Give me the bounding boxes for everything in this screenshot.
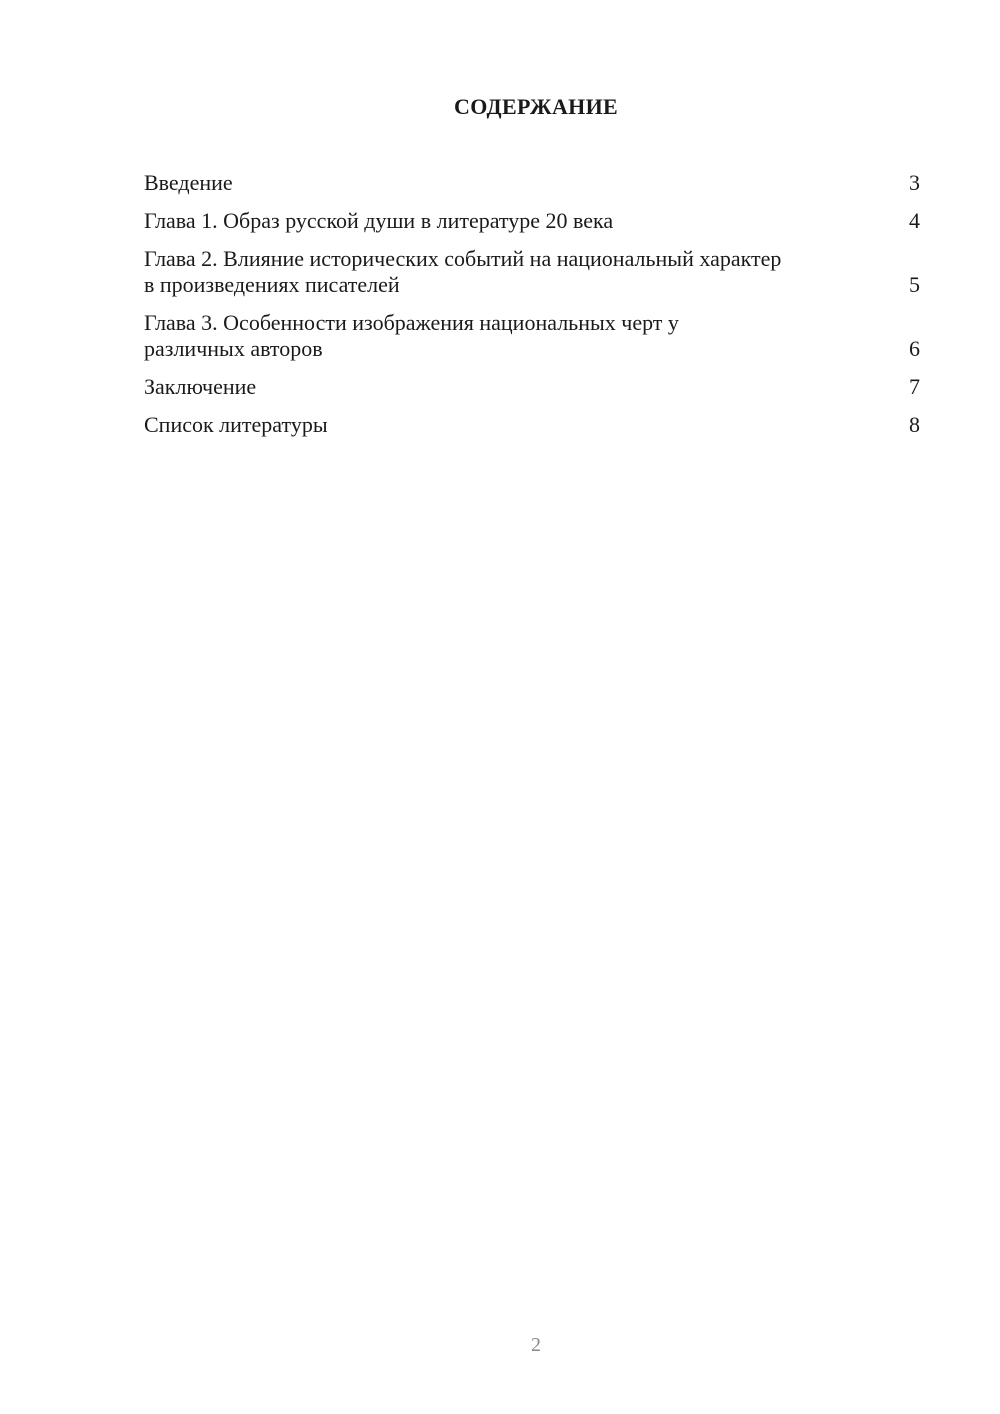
toc-entry-chapter-2 (144, 246, 920, 298)
toc-entry-introduction (144, 170, 920, 196)
toc-entry-title: Введение (144, 170, 233, 195)
table-of-contents (144, 170, 920, 450)
toc-entry-page: 7 (909, 374, 920, 399)
toc-entry-title: Заключение (144, 374, 257, 399)
toc-entry-title: Глава 3. Особенности изображения национальных черт у различных авторов (144, 310, 679, 361)
toc-entry-page: 8 (909, 412, 920, 437)
toc-entry-title: Список литературы (144, 412, 328, 437)
toc-entry-title: Глава 2. Влияние исторических событий на национальный характер в произведениях писателей (144, 246, 782, 297)
toc-entry-conclusion (144, 374, 920, 400)
toc-entry-page: 4 (909, 208, 920, 233)
toc-entry-bibliography (144, 412, 920, 438)
toc-entry-title: Глава 1. Образ русской души в литературе 20 века (144, 208, 614, 233)
toc-entry-page: 6 (909, 336, 920, 361)
toc-entry-chapter-3 (144, 310, 920, 362)
toc-entry-chapter-1 (144, 208, 920, 234)
toc-entry-page: 5 (909, 272, 920, 297)
page-number: 2 (531, 1334, 541, 1356)
page-title: СОДЕРЖАНИЕ (454, 94, 618, 119)
toc-entry-page: 3 (909, 170, 920, 195)
